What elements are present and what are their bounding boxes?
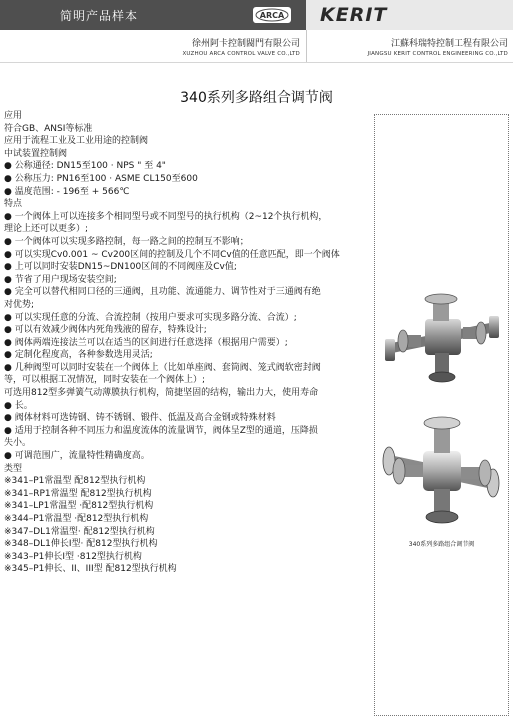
- text-line: 失小。: [4, 438, 32, 449]
- valve-photo-top: [377, 287, 506, 387]
- text-line: 中试装置控制阀: [4, 148, 68, 159]
- product-figure: [374, 114, 509, 716]
- text-line: 理论上还可以更多）;: [4, 224, 89, 235]
- text-line: 符合GB、ANSI等标准: [4, 123, 93, 134]
- header-light-panel: [306, 0, 513, 30]
- header-bar: [0, 0, 513, 30]
- text-line: 等，可以根据工况情况，同时安装在一个阀体上）;: [4, 375, 206, 386]
- kerit-logo: KERIT: [320, 4, 388, 26]
- company-left-en: XUZHOU ARCA CONTROL VALVE CO.,LTD: [182, 51, 300, 57]
- arca-logo: [253, 7, 291, 23]
- text-line: ● 温度范围: - 196至 + 566℃: [4, 186, 130, 197]
- text-line: ● 上可以同时安装DN15~DN100区间的不同阀座及Cv值;: [4, 262, 237, 273]
- text-line: ● 可以有效减少阀体内死角残液的留存，特殊设计;: [4, 325, 207, 336]
- text-line: ● 节省了用户现场安装空间;: [4, 274, 117, 285]
- valve-photo-bottom: [377, 411, 506, 531]
- section-heading-application: 应用: [4, 111, 23, 121]
- text-line: ● 可调范围广，流量特性精确度高。: [4, 451, 150, 462]
- text-line: 对优势;: [4, 299, 35, 310]
- company-right-cn: 江蘇科瑞特控制工程有限公司: [390, 39, 508, 49]
- type-item: ※348–DL1伸长I型· 配812型执行机构: [4, 539, 158, 550]
- text-line: ● 一个阀体可以实现多路控制，每一路之间的控制互不影响；: [4, 236, 249, 247]
- company-left-cn: 徐州阿卡控制閥門有限公司: [191, 39, 300, 49]
- text-line: ● 一个阀体上可以连接多个相同型号或不同型号的执行机构（2~12个执行机构，: [4, 211, 328, 222]
- section-heading-types: 类型: [4, 463, 23, 474]
- text-line: ● 完全可以替代相同口径的三通阀，且功能、流通能力、调节性对于三通阀有绝: [4, 287, 321, 298]
- text-line: ● 公称压力: PN16至100 · ASME CL150至600: [4, 173, 198, 184]
- text-line: ● 阀体两端连接法兰可以在适当的区间进行任意选择（根据用户需要）;: [4, 337, 288, 348]
- company-right-en: JIANGSU KERIT CONTROL ENGINEERING CO.,LTD: [367, 51, 508, 57]
- header-dark-panel: [0, 0, 306, 30]
- text-line: 应用于流程工业及工业用途的控制阀: [4, 136, 149, 147]
- section-heading-features: 特点: [4, 199, 23, 210]
- text-line: ● 几种阀型可以同时安装在一个阀体上（比如单座阀、套筒阀、笼式阀软密封阀: [4, 362, 321, 373]
- svg-text:ARCA: ARCA: [259, 11, 285, 20]
- text-line: ● 阀体材料可选铸钢、铸不锈钢、锻件、低温及高合金钢或特殊材料: [4, 413, 276, 424]
- page-title: 340系列多路组合调节阀: [180, 90, 333, 106]
- type-item: ※341–P1常温型 配812型执行机构: [4, 476, 146, 487]
- company-right: [318, 38, 508, 59]
- type-item: ※341–RP1常温型 配812型执行机构: [4, 488, 152, 499]
- text-line: ● 适用于控制各种不同压力和温度流体的流量调节，阀体呈Z型的通道，压降损: [4, 425, 318, 436]
- type-item: ※347–DL1常温型· 配812型执行机构: [4, 526, 155, 537]
- text-line: ● 定制化程度高，各种参数选用灵活;: [4, 350, 153, 361]
- text-line: ● 公称通径: DN15至100 · NPS " 至 4": [4, 161, 166, 172]
- type-item: ※341–LP1常温型 ·配812型执行机构: [4, 501, 154, 512]
- spec-text: [4, 110, 364, 576]
- type-item: ※345–P1伸长、II、III型 配812型执行机构: [4, 564, 177, 575]
- catalog-title: 简明产品样本: [60, 9, 139, 23]
- text-line: 可选用812型多弹簧气动薄膜执行机构，简捷坚固的结构，输出力大，使用寿命: [4, 388, 319, 399]
- type-item: ※344–P1常温型 ·配812型执行机构: [4, 514, 149, 524]
- header-rule: [0, 62, 513, 63]
- text-line: ● 长。: [4, 400, 33, 411]
- company-divider: [306, 30, 307, 62]
- company-left: [140, 38, 300, 59]
- figure-caption: 340系列多路组合调节阀: [408, 541, 475, 548]
- type-item: ※343–P1伸长I型 ·812型执行机构: [4, 551, 142, 562]
- text-line: ● 可以实现任意的分流、合流控制（按用户要求可实现多路分流、合流）;: [4, 312, 297, 323]
- text-line: ● 可以实现Cv0.001 ~ Cv200区间的控制及几个不同Cv值的任意匹配，即一个阀体: [4, 249, 340, 260]
